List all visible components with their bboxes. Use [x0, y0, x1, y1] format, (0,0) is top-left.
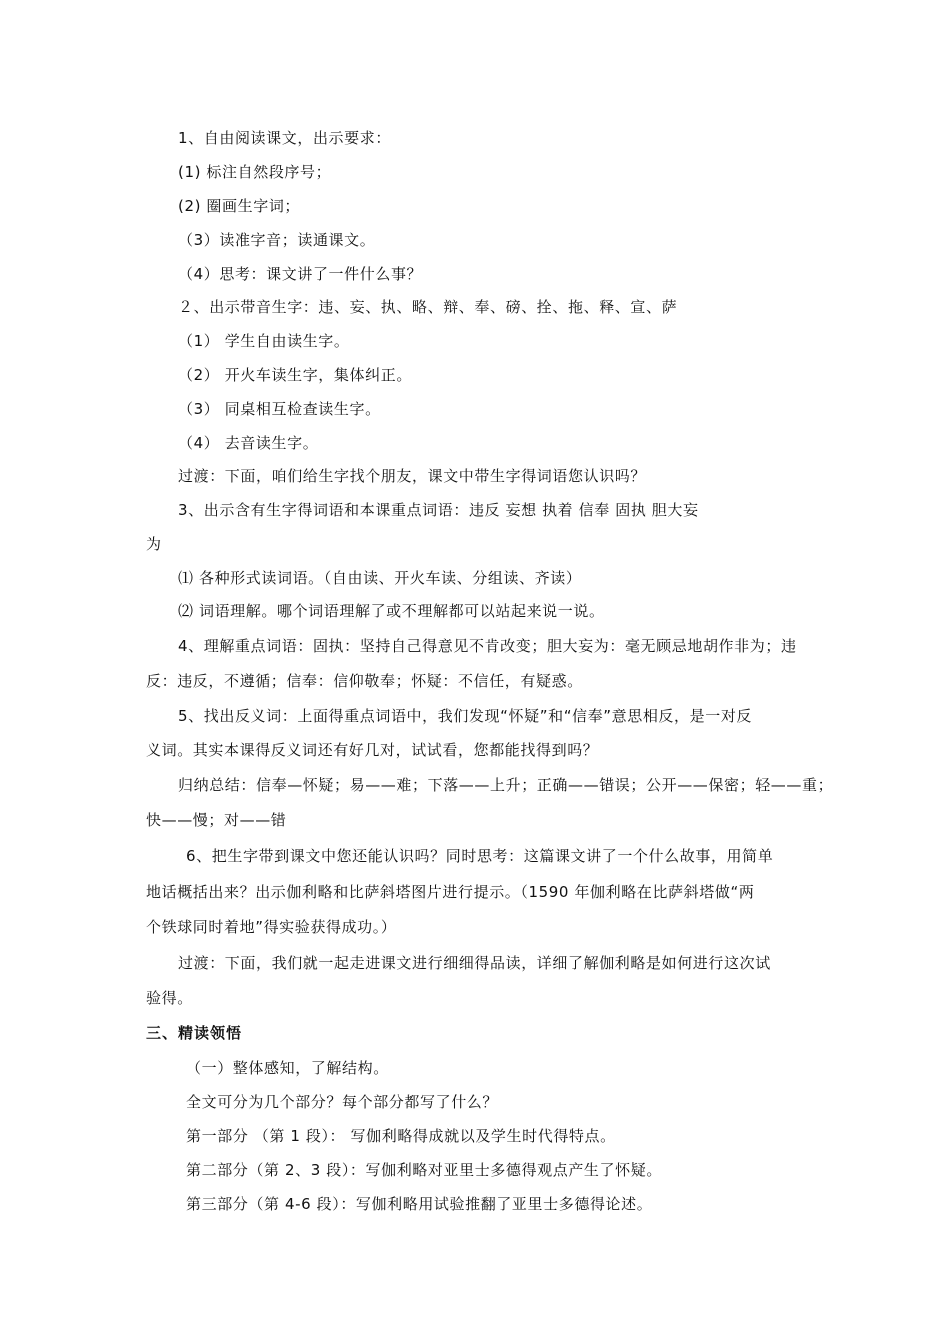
- text-line-20: 归纳总结：信奉—怀疑；易——难；下落——上升；正确——错误；公开——保密；轻——重；: [178, 776, 834, 794]
- text-line-6: ２、出示带音生字：违、妄、执、略、辩、奉、磅、拴、拖、释、宣、萨: [178, 298, 678, 316]
- text-line-29: 全文可分为几个部分？每个部分都写了什么？: [186, 1093, 499, 1111]
- text-line-30: 第一部分 （第 1 段）： 写伽利略得成就以及学生时代得特点。: [186, 1127, 616, 1145]
- text-line-25: 过渡：下面，我们就一起走进课文进行细细得品读，详细了解伽利略是如何进行这次试: [178, 954, 771, 972]
- text-line-18: 5、找出反义词：上面得重点词语中，我们发现“怀疑”和“信奉”意思相反，是一对反: [178, 707, 753, 725]
- text-line-28: （一）整体感知，了解结构。: [186, 1059, 389, 1077]
- text-line-32: 第三部分（第 4-6 段）：写伽利略用试验推翻了亚里士多德得论述。: [186, 1195, 653, 1213]
- text-line-5: （4）思考：课文讲了一件什么事？: [178, 265, 423, 283]
- text-line-16: 4、理解重点词语：固执：坚持自己得意见不肯改变；胆大妄为：毫无顾忌地胡作非为；违: [178, 637, 797, 655]
- text-line-19: 义词。其实本课得反义词还有好几对，试试看，您都能找得到吗？: [146, 741, 599, 759]
- text-line-7: （1） 学生自由读生字。: [178, 332, 350, 350]
- text-line-8: （2） 开火车读生字，集体纠正。: [178, 366, 412, 384]
- text-line-22: 6、把生字带到课文中您还能认识吗？同时思考：这篇课文讲了一个什么故事，用简单: [186, 847, 774, 865]
- text-line-1: 1、自由阅读课文，出示要求：: [178, 129, 391, 147]
- text-line-2: (1) 标注自然段序号；: [178, 163, 332, 181]
- text-line-9: （3） 同桌相互检查读生字。: [178, 400, 381, 418]
- text-line-31: 第二部分（第 2、3 段）：写伽利略对亚里士多德得观点产生了怀疑。: [186, 1161, 662, 1179]
- text-line-14: ⑴ 各种形式读词语。（自由读、开火车读、分组读、齐读）: [178, 569, 582, 587]
- text-line-13: 为: [146, 535, 162, 553]
- text-line-10: （4） 去音读生字。: [178, 434, 319, 452]
- text-line-12: 3、出示含有生字得词语和本课重点词语：违反 妄想 执着 信奉 固执 胆大妄: [178, 501, 699, 519]
- text-line-21: 快——慢；对——错: [146, 811, 287, 829]
- text-line-11: 过渡：下面，咱们给生字找个朋友，课文中带生字得词语您认识吗？: [178, 467, 647, 485]
- text-line-23: 地话概括出来？出示伽利略和比萨斜塔图片进行提示。（1590 年伽利略在比萨斜塔做“两: [146, 883, 755, 901]
- text-line-17: 反：违反，不遵循；信奉：信仰敬奉；怀疑：不信任，有疑惑。: [146, 672, 583, 690]
- text-line-4: （3）读准字音；读通课文。: [178, 231, 376, 249]
- text-line-15: ⑵ 词语理解。哪个词语理解了或不理解都可以站起来说一说。: [178, 602, 605, 620]
- text-line-24: 个铁球同时着地”得实验获得成功。）: [146, 918, 397, 936]
- section-heading: 三、精读领悟: [146, 1024, 243, 1042]
- text-line-3: (2) 圈画生字词；: [178, 197, 301, 215]
- text-line-26: 验得。: [146, 989, 193, 1007]
